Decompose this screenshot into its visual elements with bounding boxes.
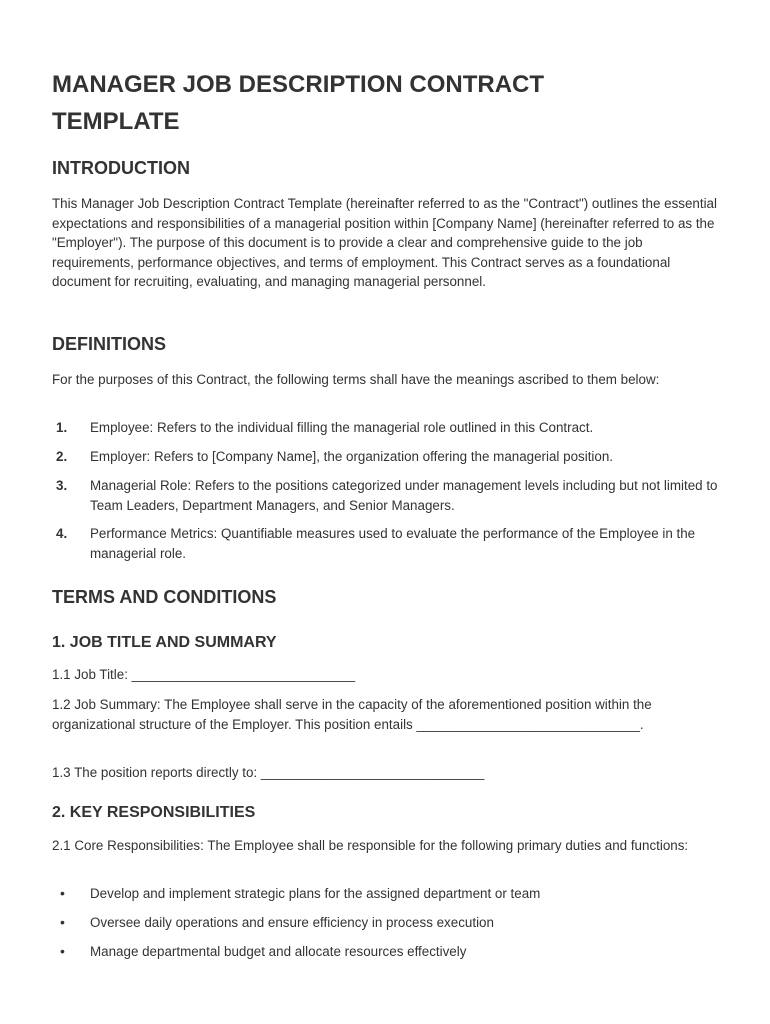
bullet-icon: • — [60, 885, 65, 901]
responsibility-text: Develop and implement strategic plans for the assigned department or team — [90, 886, 541, 901]
job-summary-text: 1.2 Job Summary: The Employee shall serve in the capacity of the aforementioned position within the organizational structure of the Employer. This position entails ______________________________. — [52, 697, 652, 732]
reports-to-line: 1.3 The position reports directly to: ______________________________ — [52, 765, 485, 780]
definitions-intro: For the purposes of this Contract, the following terms shall have the meanings ascribed to them below: — [52, 372, 660, 387]
list-number: 3. — [56, 478, 68, 493]
definition-text: Employer: Refers to [Company Name], the organization offering the managerial position. — [90, 449, 614, 464]
definitions-heading: DEFINITIONS — [52, 334, 167, 354]
responsibility-text: Manage departmental budget and allocate resources effectively — [90, 944, 467, 959]
list-number: 1. — [56, 420, 68, 435]
core-responsibilities-text: 2.1 Core Responsibilities: The Employee shall be responsible for the following primary duties and functions: — [52, 838, 689, 853]
introduction-heading: INTRODUCTION — [52, 158, 190, 178]
section1-heading: 1. JOB TITLE AND SUMMARY — [52, 634, 277, 651]
terms-heading: TERMS AND CONDITIONS — [52, 587, 277, 607]
job-title-line: 1.1 Job Title: ______________________________ — [52, 667, 356, 682]
introduction-text: This Manager Job Description Contract Template (hereinafter referred to as the "Contract") outlines the essential expectations and responsibilities of a managerial position within [Company Name] (hereinafter referred to as the "Employer"). The purpose of this document is to provide a clear and comprehensive guide to the job requirements, performance objectives, and terms of employment. This Contract serves as a foundational document for recruiting, evaluating, and managing managerial personnel. — [52, 196, 717, 289]
document-title: MANAGER JOB DESCRIPTION CONTRACT TEMPLATE — [52, 71, 545, 135]
definition-text: Managerial Role: Refers to the positions categorized under management levels including but not limited to Team Leaders, Department Managers, and Senior Managers. — [90, 478, 718, 513]
definition-text: Performance Metrics: Quantifiable measures used to evaluate the performance of the Employee in the managerial role. — [90, 526, 696, 561]
responsibility-text: Oversee daily operations and ensure efficiency in process execution — [90, 915, 494, 930]
definition-text: Employee: Refers to the individual filling the managerial role outlined in this Contract. — [90, 420, 594, 435]
list-number: 2. — [56, 449, 68, 464]
list-number: 4. — [56, 526, 68, 541]
bullet-icon: • — [60, 943, 65, 959]
section2-heading: 2. KEY RESPONSIBILITIES — [52, 804, 256, 821]
bullet-icon: • — [60, 914, 65, 930]
